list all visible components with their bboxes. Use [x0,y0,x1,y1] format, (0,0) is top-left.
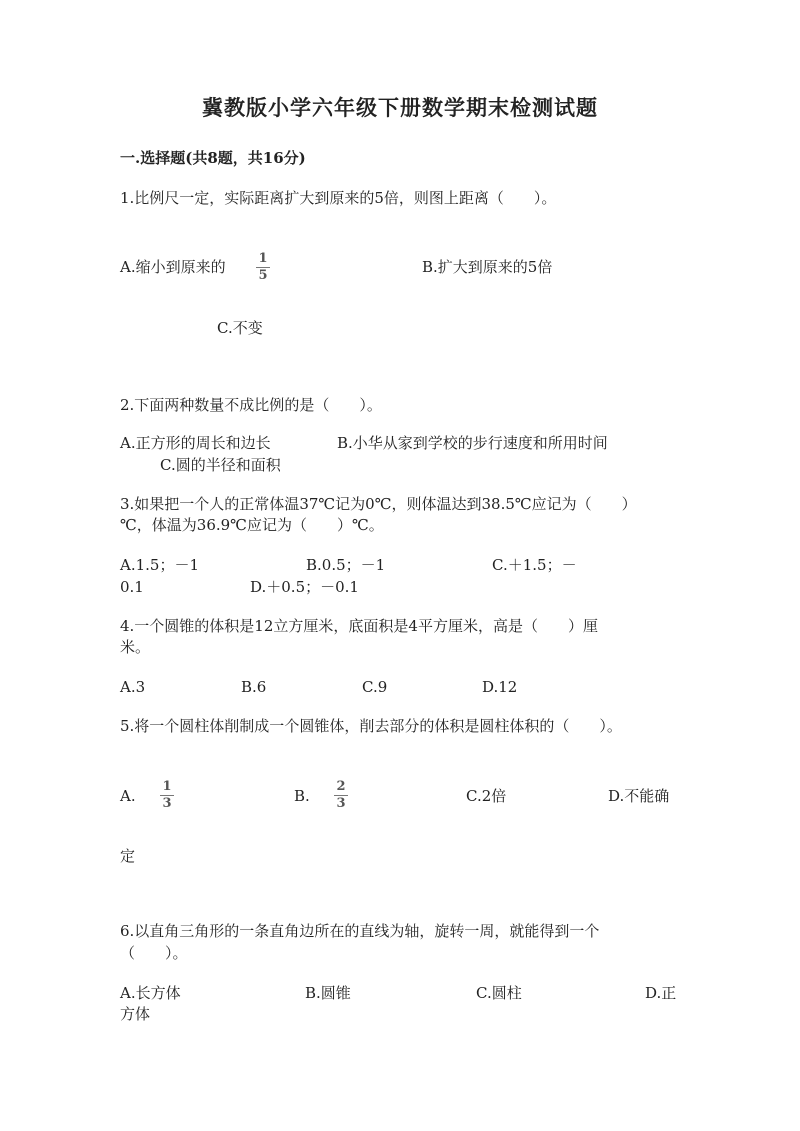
question-6-option-a: A.长方体 [120,984,181,1002]
fraction-denominator: 3 [336,796,346,811]
question-5-option-a: A. [120,787,136,805]
question-3-option-b: B.0.5；－1 [306,556,386,574]
question-2-option-a: A.正方形的周长和边长 [120,434,271,452]
fraction-one-fifth [256,252,270,283]
question-2-stem: 2.下面两种数量不成比例的是（ ）。 [120,396,382,414]
question-4-option-c: C.9 [362,678,388,696]
page-title: 冀教版小学六年级下册数学期末检测试题 [202,95,598,120]
question-4-option-b: B.6 [241,678,267,696]
question-2-option-c: C.圆的半径和面积 [160,456,281,474]
question-4-option-d: D.12 [482,678,518,696]
fraction-denominator: 5 [258,268,268,283]
question-1-option-b: B.扩大到原来的5倍 [422,258,553,276]
question-5-option-c: C.2倍 [466,787,507,805]
question-6-stem-line-2: （ ）。 [120,944,188,962]
fraction-denominator: 3 [162,796,172,811]
fraction-two-thirds [334,780,348,811]
question-3-option-c-cont: 0.1 [120,578,144,596]
question-1-option-c: C.不变 [217,319,263,337]
question-3-stem-line-2: ℃，体温为36.9℃应记为（ ）℃。 [120,516,384,534]
fraction-numerator: 1 [258,251,268,266]
question-6-option-c: C.圆柱 [476,984,522,1002]
question-4-option-a: A.3 [120,678,146,696]
question-4-stem-line-1: 4.一个圆锥的体积是12立方厘米，底面积是4平方厘米，高是（ ）厘 [120,617,598,635]
section-heading: 一.选择题(共8题，共16分) [120,149,306,167]
fraction-numerator: 2 [336,779,346,794]
fraction-one-third [160,780,174,811]
question-3-option-d: D.＋0.5；－0.1 [250,578,359,596]
question-1-option-a: A.缩小到原来的 [120,258,226,276]
question-2-option-b: B.小华从家到学校的步行速度和所用时间 [337,434,608,452]
question-6-option-d-cont: 方体 [120,1005,151,1023]
question-4-stem-line-2: 米。 [120,638,151,656]
question-3-option-a: A.1.5；－1 [120,556,199,574]
question-5-option-d: D.不能确 [608,787,670,805]
question-1-stem: 1.比例尺一定，实际距离扩大到原来的5倍，则图上距离（ ）。 [120,189,557,207]
question-6-stem-line-1: 6.以直角三角形的一条直角边所在的直线为轴，旋转一周，就能得到一个 [120,922,600,940]
question-6-option-d: D.正 [645,984,677,1002]
question-3-option-c: C.＋1.5；－ [492,556,577,574]
question-5-option-d-cont: 定 [120,847,136,865]
question-5-stem: 5.将一个圆柱体削制成一个圆锥体，削去部分的体积是圆柱体积的（ ）。 [120,717,622,735]
question-3-stem-line-1: 3.如果把一个人的正常体温37℃记为0℃，则体温达到38.5℃应记为（ ） [120,495,637,513]
question-5-option-b: B. [294,787,310,805]
question-6-option-b: B.圆锥 [305,984,351,1002]
fraction-numerator: 1 [162,779,172,794]
